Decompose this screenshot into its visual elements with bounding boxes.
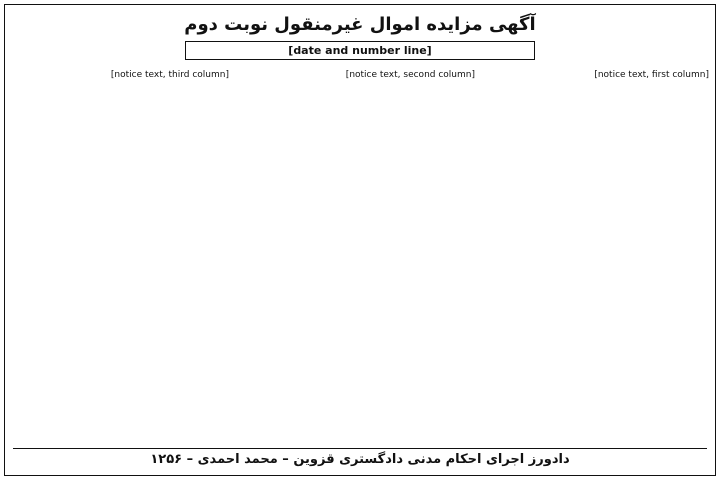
paragraph: [notice text, second column] [345,70,475,80]
text-column-1 [497,69,709,441]
text-column-2 [243,69,475,441]
notice-title: آگهی مزایده اموال غیرمنقول نوبت دوم [184,14,536,35]
text-column-3 [13,69,229,441]
footer-divider [13,448,707,449]
date-number-line: [date and number line] [185,41,535,60]
paragraph: [notice text, first column] [594,70,709,80]
notice-frame [4,4,716,476]
paragraph: [notice text, third column] [110,70,229,80]
footer-signature: دادورز اجرای احکام مدنی دادگستری قزوین – محمد احمدی – ۱۲۵۶ [150,452,570,467]
